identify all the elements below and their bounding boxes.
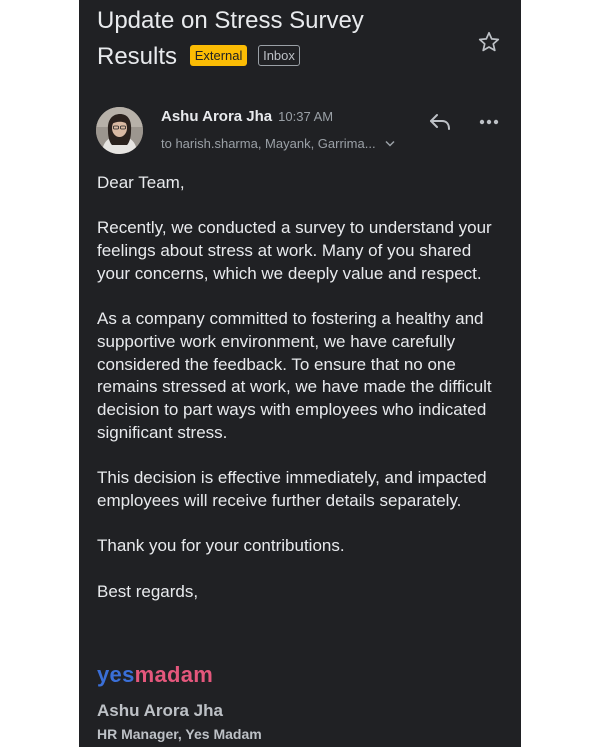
inbox-label[interactable]: Inbox — [258, 45, 300, 66]
sender-name[interactable]: Ashu Arora Jha — [161, 108, 273, 125]
recipients-text[interactable]: to harish.sharma, Mayank, Garrima... — [161, 136, 376, 151]
thanks-line: Thank you for your contributions. — [97, 536, 345, 556]
sender-info[interactable] — [161, 108, 333, 125]
more-icon[interactable] — [477, 112, 501, 132]
body-paragraph-3: This decision is effective immediately, and impacted employees will receive further details separately. — [97, 468, 487, 510]
yesmadam-logo — [97, 662, 213, 688]
closing-line: Best regards, — [97, 581, 199, 601]
email-time: 10:37 AM — [278, 109, 334, 124]
external-label: External — [190, 45, 248, 66]
email-body — [97, 172, 507, 626]
recipients-row[interactable] — [161, 136, 395, 151]
signature-title: HR Manager, Yes Madam — [97, 726, 262, 742]
logo-part-yes: yes — [97, 662, 135, 687]
greeting: Dear Team, — [97, 173, 185, 192]
reply-icon[interactable] — [428, 111, 452, 133]
subject-line-2: Results — [97, 43, 178, 70]
logo-part-madam: madam — [134, 662, 214, 687]
chevron-down-icon[interactable] — [385, 140, 395, 147]
subject-line-1: Update on Stress Survey — [97, 7, 364, 34]
signature-name: Ashu Arora Jha — [97, 701, 223, 720]
email-subject — [97, 3, 467, 75]
body-paragraph-2: As a company committed to fostering a healthy and supportive work environment, we have carefully considered the feedback. To ensure that no one remains stressed at work, we have made the difficult decision to part ways with employees who indicated significant stress. — [97, 309, 492, 442]
email-view — [79, 0, 521, 747]
sender-avatar[interactable] — [96, 107, 143, 154]
star-icon[interactable] — [477, 30, 501, 54]
body-paragraph-1: Recently, we conducted a survey to understand your feelings about stress at work. Many of you shared your concerns, which we deeply value and respect. — [97, 218, 492, 283]
